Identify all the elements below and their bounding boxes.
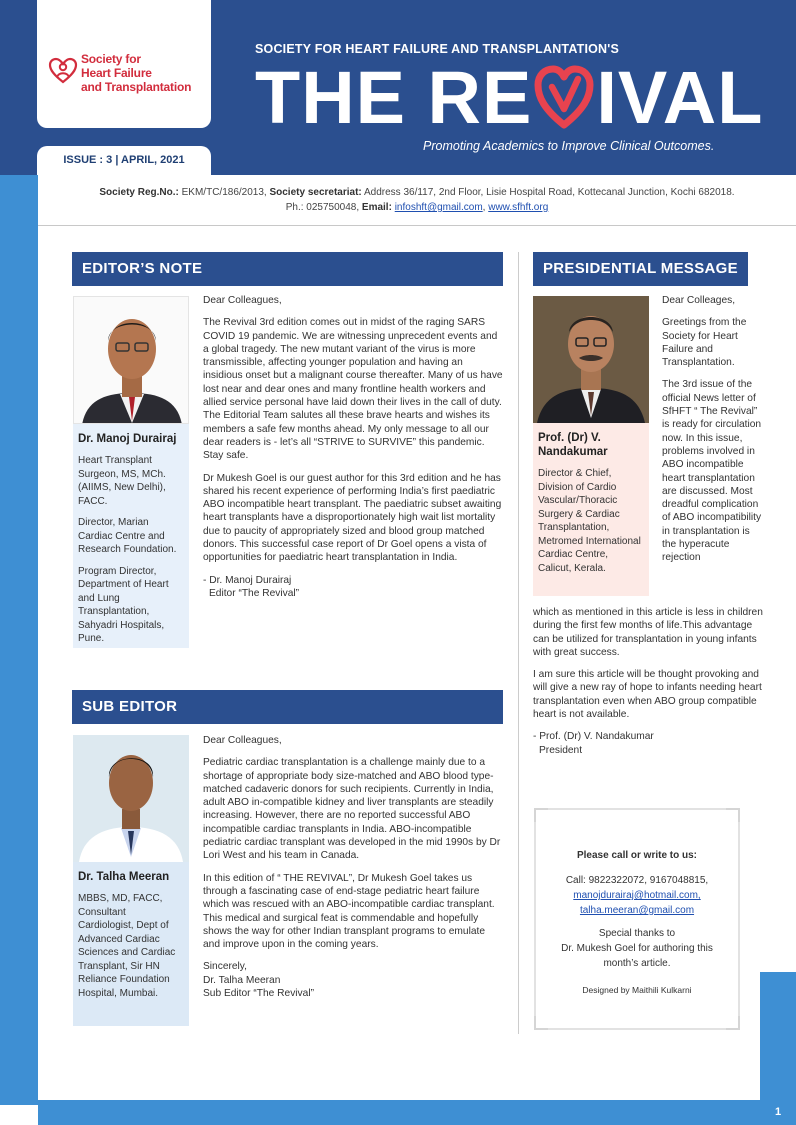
issue-label: ISSUE : 3 | APRIL, 2021 (37, 146, 211, 175)
sub-editor-name: Dr. Talha Meeran (78, 871, 170, 883)
president-bio: Prof. (Dr) V. Nandakumar Director & Chief, Division of Cardio Vascular/Thoracic Surgery & Cardiac Transplantation, Metromed International Cardiac Centre, Calicut, Kerala. (533, 423, 649, 596)
heart-hands-logo-icon (48, 56, 78, 86)
info-line-1: Society Reg.No.: EKM/TC/186/2013, Society secretariat: Address 36/117, 2nd Floor, Lisie Hospital Road, Kottecanal Junction, Kochi 682018. (99, 187, 735, 198)
presidential-message-heading: PRESIDENTIAL MESSAGE (533, 252, 748, 286)
president-portrait-image (533, 296, 649, 423)
designer-credit: Designed by Maithili Kulkarni (582, 985, 692, 995)
contact-phone: Call: 9822322072, 9167048815, (565, 875, 709, 886)
column-divider (518, 252, 519, 1034)
corner-ornament (726, 1016, 740, 1030)
corner-ornament (534, 1016, 548, 1030)
contact-title: Please call or write to us: (576, 850, 698, 861)
masthead-supertitle: SOCIETY FOR HEART FAILURE AND TRANSPLANTATION'S (255, 42, 619, 56)
sub-editor-photo (73, 735, 189, 862)
email-link[interactable]: infoshft@gmail.com (394, 202, 483, 213)
society-info (38, 175, 796, 226)
logo-wordmark: Society for Heart Failure and Transplantation (81, 52, 192, 94)
president-photo (533, 296, 649, 423)
editor-letter: Dear Colleagues, The Revival 3rd edition comes out in midst of the raging SARS COVID 19 pandemic. We are witnessing unprecedent events and a global tragedy. The new mutant variant of the virus is more transmissible, affecting younger population and having an insidious onset but a malignant course thereafter. Many of us have lost near and dear ones and many frontline health workers and allied service personal have laid down their lives in the call of duty. The Editorial Team salutes all these brave hearts and wishes its members a safe few months ahead. My only message to all our dear readers is - let’s all “STRIVE to SURVIVE” this pandemic. Stay safe. Dr Mukesh Goel is our guest author for this 3rd edition and he has shared his recent experience of performing India’s first paediatric ABO incompatible heart transplant. The paediatric subset awaiting heart transplants have a disproportionately high wait list mortality due to paucity of appropriately sized and blood group matched donors. This successful case report of Dr Goel opens a vista of opportunities for paediatric heart transplantation in India. - Dr. Manoj Durairaj Editor “The Revival” (203, 295, 503, 599)
contact-email-2[interactable]: talha.meeran@gmail.com (579, 905, 695, 916)
society-logo (37, 0, 211, 128)
editors-note-heading: EDITOR’S NOTE (72, 252, 503, 286)
heart-v-icon (534, 65, 594, 129)
contact-box: Please call or write to us: Call: 9822322072, 9167048815, manojdurairaj@hotmail.com, talha.meeran@gmail.com Special thanks to Dr. Mukesh Goel for authoring this month’s article. Designed by Maithili Kulkarni (534, 808, 740, 1030)
info-line-2: Ph.: 025750048, Email: infoshft@gmail.com, www.sfhft.org (285, 202, 549, 213)
president-name: Prof. (Dr) V. Nandakumar (538, 432, 608, 458)
corner-ornament (534, 808, 548, 822)
masthead-tagline: Promoting Academics to Improve Clinical Outcomes. (423, 139, 715, 153)
sub-editor-heading: SUB EDITOR (72, 690, 503, 724)
president-letter-side: Dear Colleages, Greetings from the Society for Heart Failure and Transplantation. The 3rd issue of the official News letter of SfHFT “ The Revival” is ready for circulation now. In this issue, problems involved in ABO incompatible heart transplantation are discussed. Most dreadful complication of ABO incompatibility in transplantation is the hyperacute rejection (662, 295, 762, 564)
president-letter-main: which as mentioned in this article is less in children during the first few months of life.This advantage can be utilized for transplantation in young infants with great success. I am sure this article will be thought provoking and will give a new ray of hope to infants needing heart transplantation even when ABO group compatible heart is not available. - Prof. (Dr) V. Nandakumar President (533, 607, 763, 756)
sub-editor-letter: Dear Colleagues, Pediatric cardiac transplantation is a challenge mainly due to a shortage of appropriate body size-matched and ABO blood type-matched cadaveric donors for such recipients. Currently in India, adult ABO in-compatible kidney and liver transplants are steadily increasing. However, there are no reported successful ABO incompatible cardiac transplants in India. ABO-incompatible pediatric cardiac transplant was developed in the mid 1990s by Dr Lori West and his team in Canada. In this edition of “ THE REVIVAL”, Dr Mukesh Goel takes us through a fascinating case of end-stage pediatric heart failure which was rescued with an ABO-incompatible cardiac transplant. This medical and surgical feat is commendable and hopefully shows the way for other Indian transplant programs to emulate and improve upon in the coming years. Sincerely, Dr. Talha Meeran Sub Editor “The Revival” (203, 735, 501, 1000)
sub-editor-bio: Dr. Talha Meeran MBBS, MD, FACC, Consultant Cardiologist, Dept of Advanced Cardiac Sciences and Cardiac Transplant, Sir HN Reliance Foundation Hospital, Mumbai. (73, 862, 189, 1026)
editor-name: Dr. Manoj Durairaj (78, 433, 177, 445)
masthead-title: THE RE IVAL (255, 56, 764, 139)
website-link[interactable]: www.sfhft.org (488, 202, 549, 213)
editor-portrait-image (74, 297, 189, 424)
bottom-accent-bar (38, 1100, 796, 1125)
page-number: 1 (774, 1106, 782, 1118)
editor-photo (73, 296, 189, 424)
editor-bio: Dr. Manoj Durairaj Heart Transplant Surgeon, MS, MCh. (AIIMS, New Delhi), FACC. Director, Marian Cardiac Centre and Research Foundation. Program Director, Department of Heart and Lung Transplantation, Sahyadri Hospitals, Pune. (73, 424, 189, 648)
corner-ornament (726, 808, 740, 822)
left-accent-strip (0, 175, 38, 1105)
contact-email-1[interactable]: manojdurairaj@hotmail.com, (573, 890, 701, 901)
sub-editor-portrait-image (73, 735, 189, 862)
